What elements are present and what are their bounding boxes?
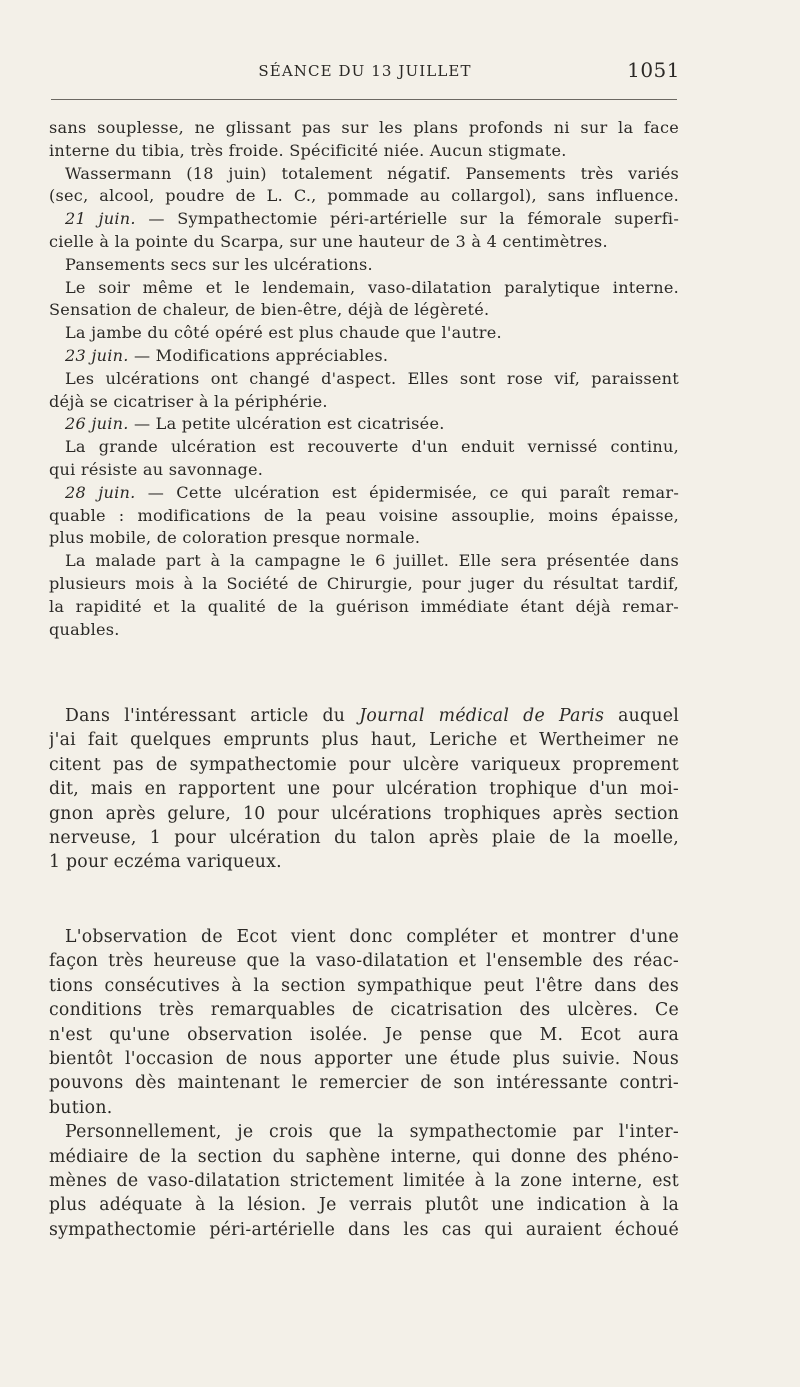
text-line: façon très heureuse que la vaso-dilatation et l'ensemble des réac- [49, 951, 679, 972]
text-line: conditions très remarquables de cicatrisation des ulcères. Ce [49, 1000, 679, 1021]
text-line [49, 345, 679, 368]
text-line: médiaire de la section du saphène interne, qui donne des phéno- [49, 1146, 679, 1167]
text-line [49, 482, 679, 505]
running-header [50, 58, 680, 88]
text-line: citent pas de sympathectomie pour ulcère variqueux proprement [49, 754, 679, 775]
text-line: interne du tibia, très froide. Spécificité niée. Aucun stigmate. [49, 140, 567, 160]
page-number: 1051 [627, 58, 680, 82]
text-line: déjà se cicatriser à la périphérie. [49, 391, 328, 411]
text-line: Sensation de chaleur, de bien-être, déjà de légèreté. [49, 300, 490, 320]
text-line: plusieurs mois à la Société de Chirurgie, pour juger du résultat tardif, [49, 573, 679, 593]
text-line: 1 pour eczéma variqueux. [49, 852, 282, 873]
text-line: pouvons dès maintenant le remercier de son intéressante contri- [49, 1073, 679, 1094]
entry-text: — La petite ulcération est cicatrisée. [128, 414, 445, 434]
entry-date: 21 juin. [65, 209, 136, 229]
entry-date: 23 juin. [65, 345, 129, 365]
header-rule [51, 99, 677, 100]
text-line: bientôt l'occasion de nous apporter une étude plus suivie. Nous [49, 1049, 679, 1070]
entry-text: — Sympathectomie péri-artérielle sur la fémorale superfi- [135, 209, 679, 229]
text-line: La jambe du côté opéré est plus chaude que l'autre. [65, 323, 502, 343]
text-line: plus mobile, de coloration presque normale. [49, 528, 421, 548]
text-line: mènes de vaso-dilatation strictement limitée à la zone interne, est [49, 1171, 679, 1192]
entry-text: — Cette ulcération est épidermisée, ce qui paraît remar- [135, 482, 679, 502]
text-line: quable : modifications de la peau voisine assouplie, moins épaisse, [49, 505, 679, 525]
text-line: (sec, alcool, poudre de L. C., pommade au collargol), sans influence. [49, 186, 679, 206]
text-line: plus adéquate à la lésion. Je verrais plutôt une indication à la [49, 1195, 679, 1216]
text-line: Le soir même et le lendemain, vaso-dilatation paralytique interne. [65, 277, 679, 297]
clinical-notes [49, 117, 679, 641]
text-line: cielle à la pointe du Scarpa, sur une hauteur de 3 à 4 centimètres. [49, 231, 608, 251]
text-line: Les ulcérations ont changé d'aspect. Elles sont rose vif, paraissent [65, 368, 679, 388]
text-line: sympathectomie péri-artérielle dans les cas qui auraient échoué [49, 1219, 679, 1240]
text-line: n'est qu'une observation isolée. Je pense que M. Ecot aura [49, 1024, 679, 1045]
text-line: Pansements secs sur les ulcérations. [65, 254, 373, 274]
line-text-after: auquel [604, 706, 679, 726]
line-text-before: Dans l'intéressant article du [65, 706, 360, 726]
text-line [49, 413, 679, 436]
journal-title: Journal médical de Paris [359, 706, 605, 726]
text-line: qui résiste au savonnage. [49, 459, 264, 479]
text-line: bution. [49, 1097, 113, 1118]
entry-text: — Modifications appréciables. [128, 345, 389, 365]
paragraph-ecot-observation [49, 925, 679, 1242]
text-line [49, 208, 679, 231]
text-line: la rapidité et la qualité de la guérison immédiate étant déjà remar- [49, 596, 679, 616]
text-line: Wassermann (18 juin) totalement négatif. Pansements très variés [65, 163, 679, 183]
text-line: sans souplesse, ne glissant pas sur les plans profonds ni sur la face [49, 118, 679, 137]
text-line: dit, mais en rapportent une pour ulcération trophique d'un moi- [49, 779, 679, 800]
text-line: tions consécutives à la section sympathique peut l'être dans des [49, 975, 679, 996]
text-line: L'observation de Ecot vient donc compléter et montrer d'une [65, 927, 679, 947]
text-line: La grande ulcération est recouverte d'un enduit vernissé continu, [65, 437, 679, 457]
text-line [49, 704, 679, 728]
entry-date: 28 juin. [65, 482, 136, 502]
entry-date: 26 juin. [65, 414, 129, 434]
text-line: Personnellement, je crois que la sympathectomie par l'inter- [65, 1122, 679, 1143]
session-title: SÉANCE DU 13 JUILLET [258, 62, 472, 80]
text-line: quables. [49, 619, 120, 639]
paragraph-leriche-wertheimer [49, 704, 679, 875]
text-line: gnon après gelure, 10 pour ulcérations trophiques après section [49, 803, 679, 824]
text-line: j'ai fait quelques emprunts plus haut, Leriche et Wertheimer ne [49, 730, 679, 751]
text-line: La malade part à la campagne le 6 juillet. Elle sera présentée dans [65, 551, 679, 571]
text-line: nerveuse, 1 pour ulcération du talon après plaie de la moelle, [49, 828, 679, 849]
